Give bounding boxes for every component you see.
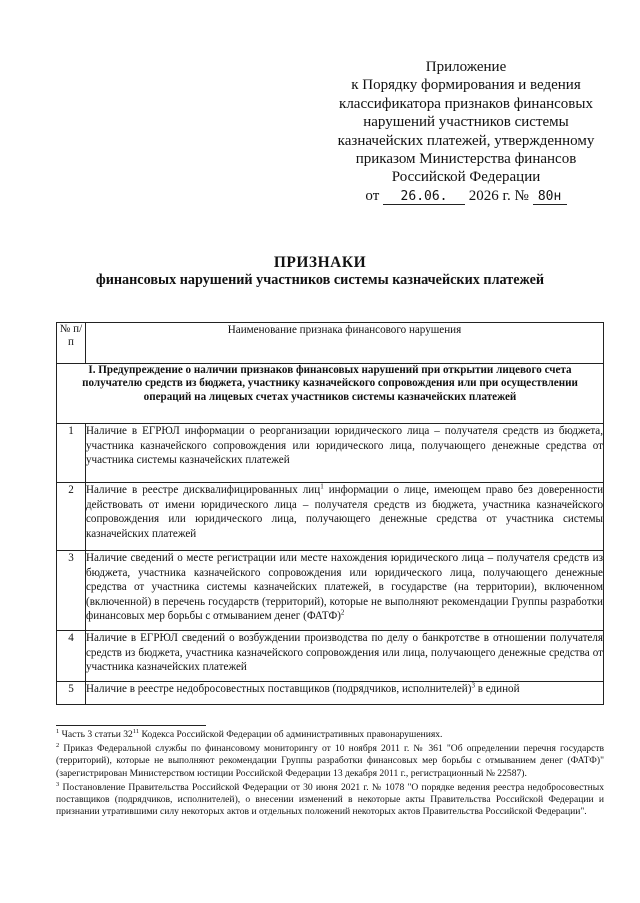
table-row (57, 682, 604, 705)
table-row (57, 551, 604, 631)
footnote-3 (56, 782, 604, 819)
row-number: 1 (57, 424, 86, 483)
row-text: Наличие в ЕГРЮЛ информации о реорганизации юридического лица – получателя средств из бюджета, участника казначейского сопровождения или юридического лица, получающего денежные средства от участника системы казначейских платежей (86, 424, 604, 483)
column-header-number: № п/п (57, 323, 86, 364)
appendix-line: нарушений участников системы (363, 114, 569, 131)
row-text-part: Наличие в реестре недобросовестных поставщиков (подрядчиков, исполнителей) (86, 683, 472, 695)
column-header-name: Наименование признака финансового нарушения (86, 323, 604, 364)
appendix-block (320, 58, 612, 205)
appendix-line: Приложение (425, 59, 507, 75)
footnote-1 (56, 729, 604, 741)
row-number: 3 (57, 551, 86, 631)
footnote-text: Кодекса Российской Федерации об административных правонарушениях. (139, 729, 443, 740)
year-label: 2026 г. № (468, 187, 529, 204)
document-subtitle: финансовых нарушений участников системы казначейских платежей (95, 272, 545, 288)
row-text (86, 551, 604, 631)
row-text-part: Наличие сведений о месте регистрации или месте нахождения юридического лица – получателя средств из бюджета, участника казначейского сопровождения или юридического лица, получающего денежные средства от участника системы казначейских платежей, в государстве (на территории), включенном (включенной) в перечень государств (территорий), которые не выполняют рекомендации Группы разработки финансовых мер борьбы с отмыванием денег (ФАТФ) (86, 552, 603, 623)
table-row (57, 631, 604, 682)
table-row (57, 424, 604, 483)
row-text: Наличие в ЕГРЮЛ сведений о возбуждении производства по делу о банкротстве в отношении получателя средств из бюджета, участника казначейского сопровождения или лица, получающего денежные средства от участника казначейских платежей (86, 631, 604, 682)
document-title: ПРИЗНАКИ (273, 254, 367, 271)
table-header-row (57, 323, 604, 364)
row-number: 5 (57, 682, 86, 705)
row-number: 2 (57, 483, 86, 551)
row-number: 4 (57, 631, 86, 682)
footnotes (56, 729, 604, 820)
footnote-ref: 3 (471, 681, 475, 690)
footnote-ref: 1 (320, 482, 324, 491)
footnote-inline-sup: 11 (132, 727, 140, 735)
signs-table (56, 322, 604, 705)
row-text-part: Наличие в реестре дисквалифицированных лиц (86, 484, 321, 496)
footnote-text: Постановление Правительства Российской Федерации от 30 июня 2021 г. № 1078 "О порядке ведения реестра недобросовестных поставщиков (подрядчиков, исполнителей), о внесении изменений в некоторые акты Правительства Российской Федерации и признании утратившими силу некоторых актов и отдельных положений некоторых актов Правительства Российской Федерации". (56, 781, 604, 818)
row-text (86, 682, 604, 705)
footnote-mark: 3 (56, 780, 60, 788)
appendix-line: казначейских платежей, утвержденному (337, 132, 595, 149)
order-date: 26.06. (383, 189, 465, 205)
section-title: I. Предупреждение о наличии признаков финансовых нарушений при открытии лицевого счета получателю средств из бюджета, участнику казначейского сопровождения или при осуществлении операций на лицевых счетах участников системы казначейских платежей (57, 364, 604, 424)
table-row (57, 483, 604, 551)
footnote-mark: 2 (56, 742, 60, 750)
row-text (86, 483, 604, 551)
order-number: 80н (533, 189, 567, 205)
appendix-line: к Порядку формирования и ведения (351, 77, 581, 94)
appendix-line: классификатора признаков финансовых (339, 95, 593, 112)
section-row (57, 364, 604, 424)
footnote-divider (56, 725, 206, 726)
appendix-line: Российской Федерации (391, 169, 541, 186)
row-text-part: информации о лице, имеющем право без доверенности действовать от имени юридического лица – получателя средств из бюджета, участника казначейского сопровождения или юридического лица, получающего денежные средства от участника системы казначейских платежей (86, 484, 603, 540)
row-text-part: в единой (474, 683, 520, 695)
footnote-text: Приказ Федеральной службы по финансовому мониторингу от 10 ноября 2011 г. № 361 "Об определении перечня государств (территорий), которые не выполняют рекомендации Группы разработки финансовых мер борьбы с отмыванием денег (ФАТФ)" (зарегистрирован Министерством юстиции Российской Федерации 13 декабря 2011 г., регистрационный № 22587). (56, 743, 604, 779)
footnote-mark: 1 (56, 727, 60, 735)
from-label: от (365, 187, 380, 204)
appendix-line: приказом Министерства финансов (355, 151, 577, 168)
order-date-line (320, 187, 612, 205)
footnote-ref: 2 (340, 608, 345, 617)
footnote-text: Часть 3 статьи 32 (61, 729, 133, 740)
footnote-2 (56, 743, 604, 780)
